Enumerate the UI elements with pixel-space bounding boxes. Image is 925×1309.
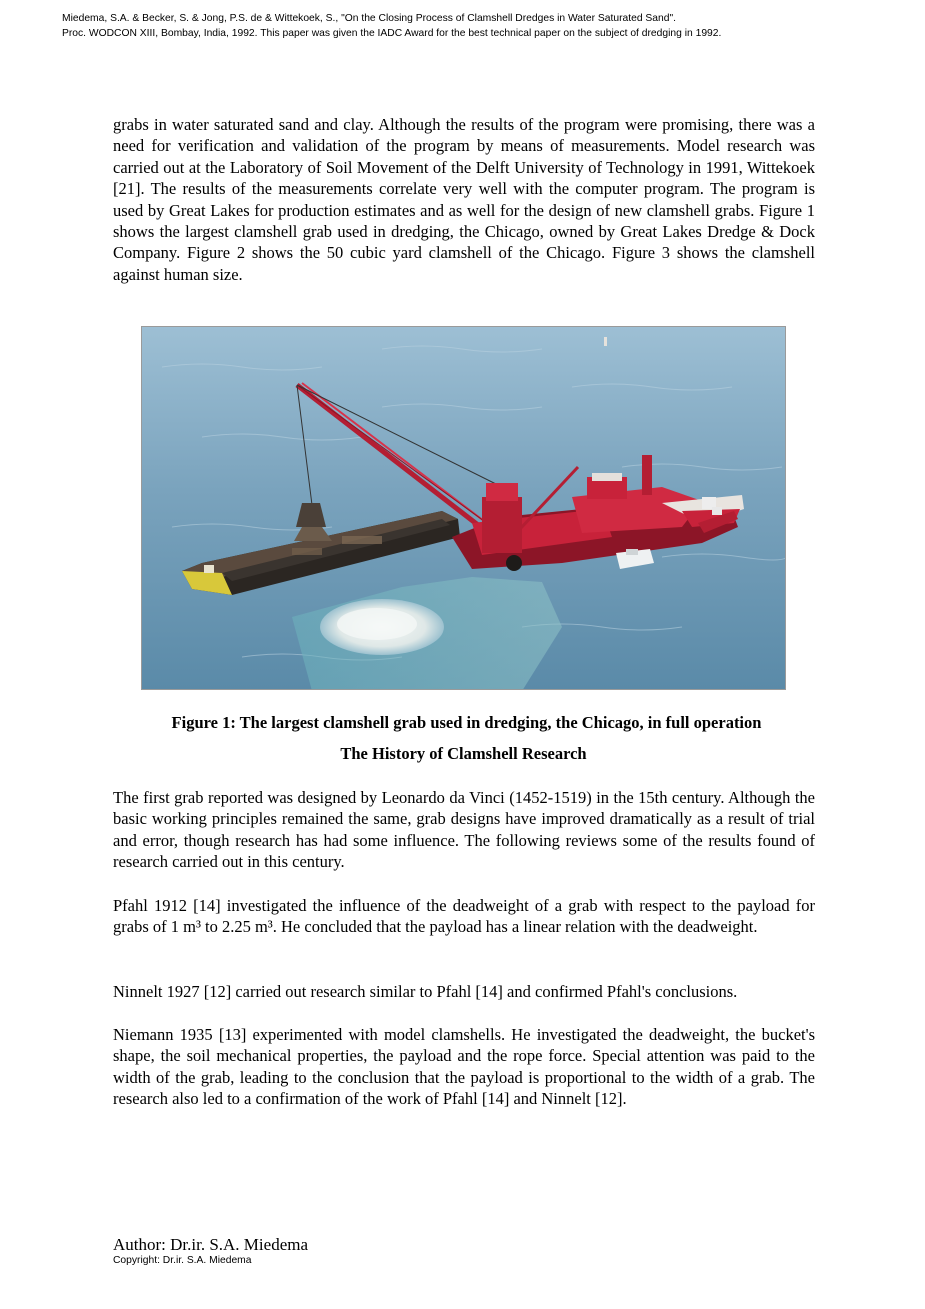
paragraph-niemann: Niemann 1935 [13] experimented with model clamshells. He investigated the deadweight, the bucket's shape, the soil mechanical properties, the payload and the rope force. Special attention was paid to the width of the grab, leading to the conclusion that the payload is proportional to the width of a grab. The research also led to a confirmation of the work of Pfahl [14] and Ninnelt [12]. [113, 1025, 815, 1109]
sediment-foam-inner [337, 608, 417, 640]
section-heading: The History of Clamshell Research [340, 744, 587, 763]
paragraph-intro: grabs in water saturated sand and clay. Although the results of the program were promising, there was a need for verification and validation of the program by means of measurements. Model research was carried out at the Laboratory of Soil Movement of the Delft University of Technology in 1991, Wittekoek [21]. The results of the measurements correlate very well with the computer program. The program is used by Great Lakes for production estimates and as well for the design of new clamshell grabs. Figure 1 shows the largest clamshell grab used in dredging, the Chicago, owned by Great Lakes Dredge & Dock Company. Figure 2 shows the 50 cubic yard clamshell of the Chicago. Figure 3 shows the clamshell against human size. [113, 115, 815, 284]
header-citation-line-2: Proc. WODCON XIII, Bombay, India, 1992. This paper was given the IADC Award for the best technical paper on the subject of dredging in 1992. [62, 28, 722, 39]
navigation-buoy [604, 337, 607, 346]
footer-copyright: Copyright: Dr.ir. S.A. Miedema [113, 1255, 252, 1266]
paragraph-pfahl: Pfahl 1912 [14] investigated the influence of the deadweight of a grab with respect to the payload for grabs of 1 m³ to 2.25 m³. He concluded that the payload has a linear relation with the deadweight. [113, 896, 815, 937]
figure-caption: Figure 1: The largest clamshell grab used in dredging, the Chicago, in full operation [171, 713, 762, 732]
running-header [62, 11, 902, 41]
paragraph-history: The first grab reported was designed by Leonardo da Vinci (1452-1519) in the 15th century. Although the basic working principles remained the same, grab designs have improved dramatically as a result of trial and error, though research has had some influence. The following reviews some of the results found of research carried out in this century. [113, 788, 815, 872]
footer-author: Author: Dr.ir. S.A. Miedema [113, 1235, 309, 1254]
paragraph-ninnelt: Ninnelt 1927 [12] carried out research similar to Pfahl [14] and confirmed Pfahl's conclusions. [113, 982, 738, 1001]
header-citation-line-1: Miedema, S.A. & Becker, S. & Jong, P.S. de & Wittekoek, S., "On the Closing Process of Clamshell Dredges in Water Saturated Sand". [62, 13, 676, 24]
figure-1-photo [141, 326, 786, 690]
